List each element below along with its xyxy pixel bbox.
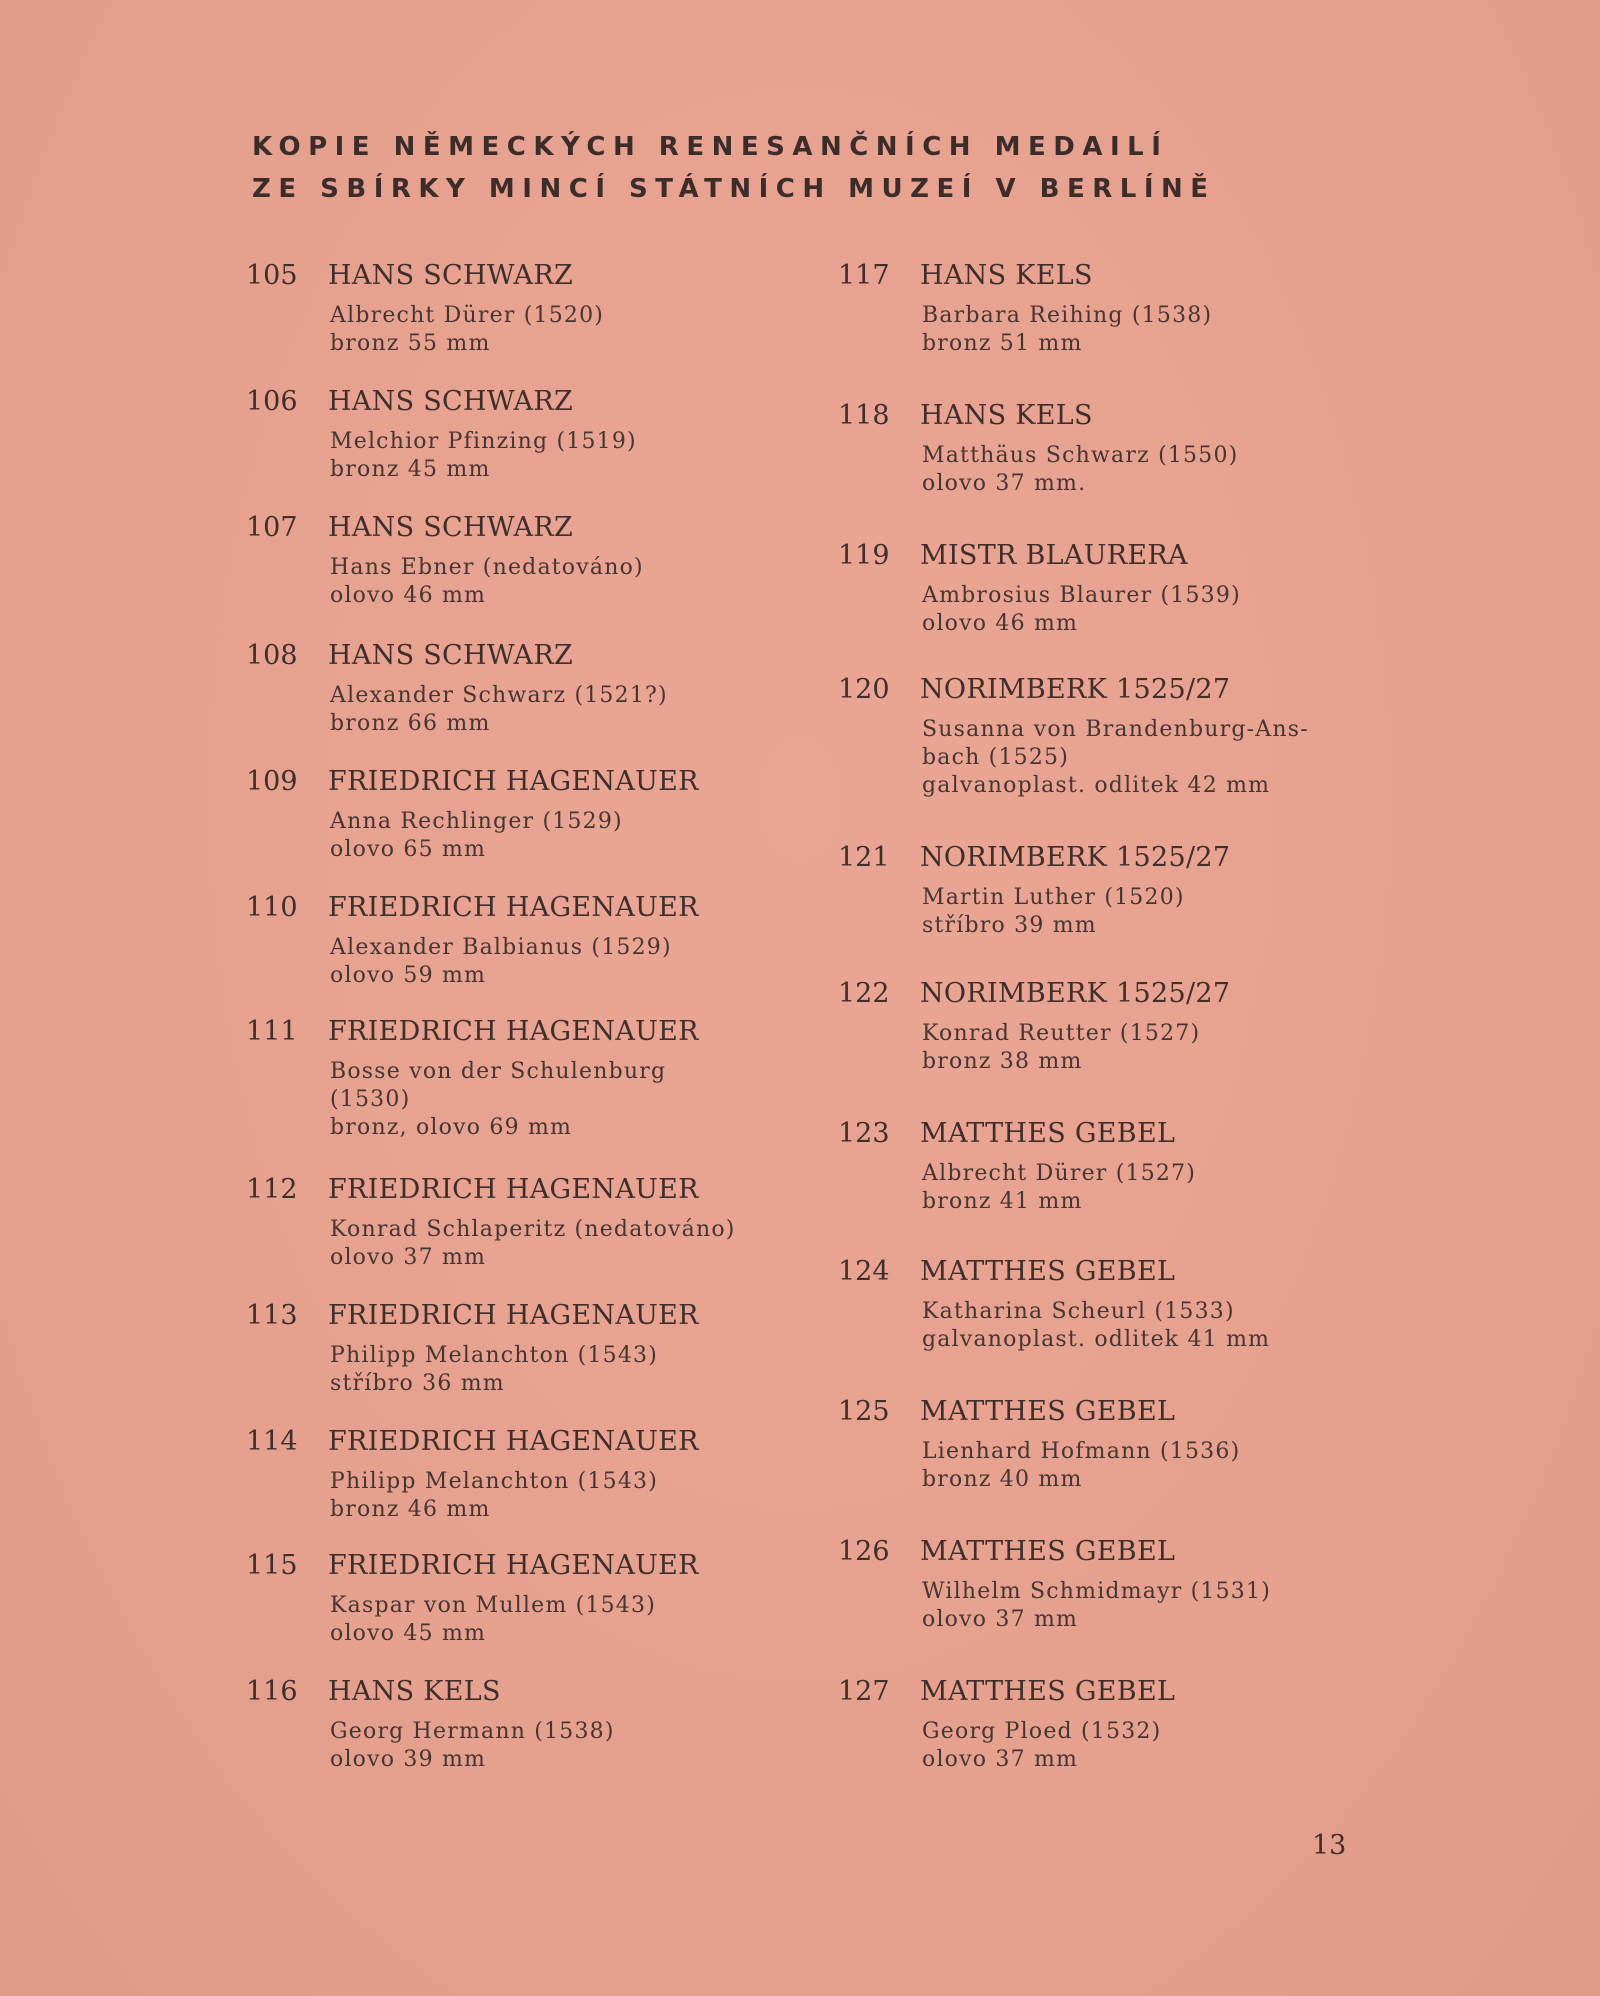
entry-detail-line: Georg Hermann (1538) [330, 1719, 615, 1744]
entry-detail-line: olovo 46 mm [330, 583, 487, 608]
entry-number: 121 [838, 842, 890, 873]
entry-number: 126 [838, 1536, 890, 1567]
entry-details [922, 1438, 1352, 1494]
entry-number: 116 [246, 1676, 298, 1707]
entry-number: 108 [246, 640, 298, 671]
entry-details [330, 1718, 760, 1774]
entry-detail-line: Barbara Reihing (1538) [922, 303, 1213, 328]
entry-artist: FRIEDRICH HAGENAUER [328, 1174, 699, 1205]
entry-artist: MATTHES GEBEL [920, 1396, 1176, 1427]
entry-artist: FRIEDRICH HAGENAUER [328, 892, 699, 923]
entry-artist: MATTHES GEBEL [920, 1536, 1176, 1567]
entry-artist: MISTR BLAURERA [920, 540, 1188, 571]
entry-detail-line: bronz 41 mm [922, 1189, 1083, 1214]
entry-detail-line: Hans Ebner (nedatováno) [330, 555, 644, 580]
entry-number: 119 [838, 540, 890, 571]
entry-number: 109 [246, 766, 298, 797]
entry-details [330, 1342, 760, 1398]
entry-details [922, 1718, 1352, 1774]
entry-detail-line: bronz 46 mm [330, 1497, 491, 1522]
entry-detail-line: bronz 51 mm [922, 331, 1083, 356]
entry-detail-line: Susanna von Brandenburg-Ans- [922, 717, 1309, 742]
entry-detail-line: olovo 65 mm [330, 837, 487, 862]
entry-details [330, 682, 760, 738]
entry-detail-line: bronz 55 mm [330, 331, 491, 356]
entry-detail-line: bronz 66 mm [330, 711, 491, 736]
entry-number: 107 [246, 512, 298, 543]
entry-number: 125 [838, 1396, 890, 1427]
entry-number: 111 [246, 1016, 298, 1047]
entry-artist: HANS SCHWARZ [328, 260, 574, 291]
entry-detail-line: bronz 45 mm [330, 457, 491, 482]
entry-detail-line: stříbro 36 mm [330, 1371, 505, 1396]
entry-detail-line: Alexander Balbianus (1529) [330, 935, 672, 960]
entry-artist: FRIEDRICH HAGENAUER [328, 766, 699, 797]
entry-detail-line: Albrecht Dürer (1527) [922, 1161, 1197, 1186]
entry-detail-line: bronz, olovo 69 mm [330, 1115, 573, 1140]
entry-artist: HANS KELS [328, 1676, 501, 1707]
entry-details [330, 1468, 760, 1524]
entry-detail-line: Georg Ploed (1532) [922, 1719, 1162, 1744]
entry-number: 122 [838, 978, 890, 1009]
entry-detail-line: olovo 37 mm. [922, 471, 1087, 496]
entry-detail-line: bach (1525) [922, 745, 1070, 770]
entry-detail-line: olovo 37 mm [922, 1607, 1079, 1632]
entry-detail-line: Melchior Pfinzing (1519) [330, 429, 637, 454]
entry-number: 123 [838, 1118, 890, 1149]
entry-detail-line: Matthäus Schwarz (1550) [922, 443, 1239, 468]
entry-detail-line: (1530) [330, 1087, 411, 1112]
title-line-2: ZE SBÍRKY MINCÍ STÁTNÍCH MUZEÍ V BERLÍNĚ [252, 174, 1216, 204]
entry-artist: HANS KELS [920, 400, 1093, 431]
page-number: 13 [1312, 1830, 1347, 1861]
entry-number: 112 [246, 1174, 298, 1205]
entry-detail-line: olovo 37 mm [330, 1245, 487, 1270]
entry-details [922, 1160, 1352, 1216]
entry-detail-line: galvanoplast. odlitek 42 mm [922, 773, 1271, 798]
entry-details [330, 554, 760, 610]
entry-detail-line: olovo 45 mm [330, 1621, 487, 1646]
entry-detail-line: bronz 38 mm [922, 1049, 1083, 1074]
entry-detail-line: Anna Rechlinger (1529) [330, 809, 623, 834]
entry-number: 117 [838, 260, 890, 291]
entry-artist: FRIEDRICH HAGENAUER [328, 1016, 699, 1047]
entry-detail-line: Albrecht Dürer (1520) [330, 303, 605, 328]
entry-detail-line: Kaspar von Mullem (1543) [330, 1593, 656, 1618]
entry-detail-line: Wilhelm Schmidmayr (1531) [922, 1579, 1271, 1604]
entry-number: 115 [246, 1550, 298, 1581]
entry-detail-line: Konrad Schlaperitz (nedatováno) [330, 1217, 736, 1242]
entry-artist: FRIEDRICH HAGENAUER [328, 1426, 699, 1457]
entry-detail-line: olovo 46 mm [922, 611, 1079, 636]
entry-artist: NORIMBERK 1525/27 [920, 674, 1231, 705]
entry-artist: HANS SCHWARZ [328, 640, 574, 671]
entry-details [330, 1216, 760, 1272]
entry-details [922, 1020, 1352, 1076]
entry-artist: MATTHES GEBEL [920, 1676, 1176, 1707]
entry-artist: FRIEDRICH HAGENAUER [328, 1550, 699, 1581]
entry-details [330, 428, 760, 484]
entry-detail-line: olovo 59 mm [330, 963, 487, 988]
entry-detail-line: olovo 37 mm [922, 1747, 1079, 1772]
page-title [252, 126, 1216, 210]
entry-detail-line: olovo 39 mm [330, 1747, 487, 1772]
entry-artist: MATTHES GEBEL [920, 1256, 1176, 1287]
entry-number: 114 [246, 1426, 298, 1457]
entry-details [922, 442, 1352, 498]
entry-number: 105 [246, 260, 298, 291]
entry-details [922, 582, 1352, 638]
entry-details [922, 1298, 1352, 1354]
entry-number: 110 [246, 892, 298, 923]
entry-detail-line: Katharina Scheurl (1533) [922, 1299, 1235, 1324]
entry-detail-line: stříbro 39 mm [922, 913, 1097, 938]
entry-artist: FRIEDRICH HAGENAUER [328, 1300, 699, 1331]
entry-detail-line: Lienhard Hofmann (1536) [922, 1439, 1241, 1464]
entry-number: 113 [246, 1300, 298, 1331]
entry-details [922, 302, 1352, 358]
entry-details [330, 1592, 760, 1648]
entry-number: 118 [838, 400, 890, 431]
entry-detail-line: Philipp Melanchton (1543) [330, 1469, 658, 1494]
entry-artist: NORIMBERK 1525/27 [920, 842, 1231, 873]
entry-detail-line: Konrad Reutter (1527) [922, 1021, 1201, 1046]
entry-detail-line: galvanoplast. odlitek 41 mm [922, 1327, 1271, 1352]
entry-detail-line: Ambrosius Blaurer (1539) [922, 583, 1241, 608]
title-line-1: KOPIE NĚMECKÝCH RENESANČNÍCH MEDAILÍ [252, 132, 1169, 162]
entry-details [330, 1058, 760, 1142]
entry-number: 127 [838, 1676, 890, 1707]
entry-detail-line: Martin Luther (1520) [922, 885, 1185, 910]
entry-details [330, 808, 760, 864]
entry-details [922, 884, 1352, 940]
entry-detail-line: Philipp Melanchton (1543) [330, 1343, 658, 1368]
entry-details [922, 1578, 1352, 1634]
entry-detail-line: Alexander Schwarz (1521?) [330, 683, 668, 708]
entry-number: 120 [838, 674, 890, 705]
entry-artist: HANS SCHWARZ [328, 512, 574, 543]
entry-details [330, 302, 760, 358]
entry-artist: HANS SCHWARZ [328, 386, 574, 417]
entry-detail-line: Bosse von der Schulenburg [330, 1059, 667, 1084]
entry-detail-line: bronz 40 mm [922, 1467, 1083, 1492]
entry-artist: MATTHES GEBEL [920, 1118, 1176, 1149]
entry-details [922, 716, 1352, 800]
entry-artist: NORIMBERK 1525/27 [920, 978, 1231, 1009]
entry-details [330, 934, 760, 990]
entry-artist: HANS KELS [920, 260, 1093, 291]
entry-number: 106 [246, 386, 298, 417]
entry-number: 124 [838, 1256, 890, 1287]
